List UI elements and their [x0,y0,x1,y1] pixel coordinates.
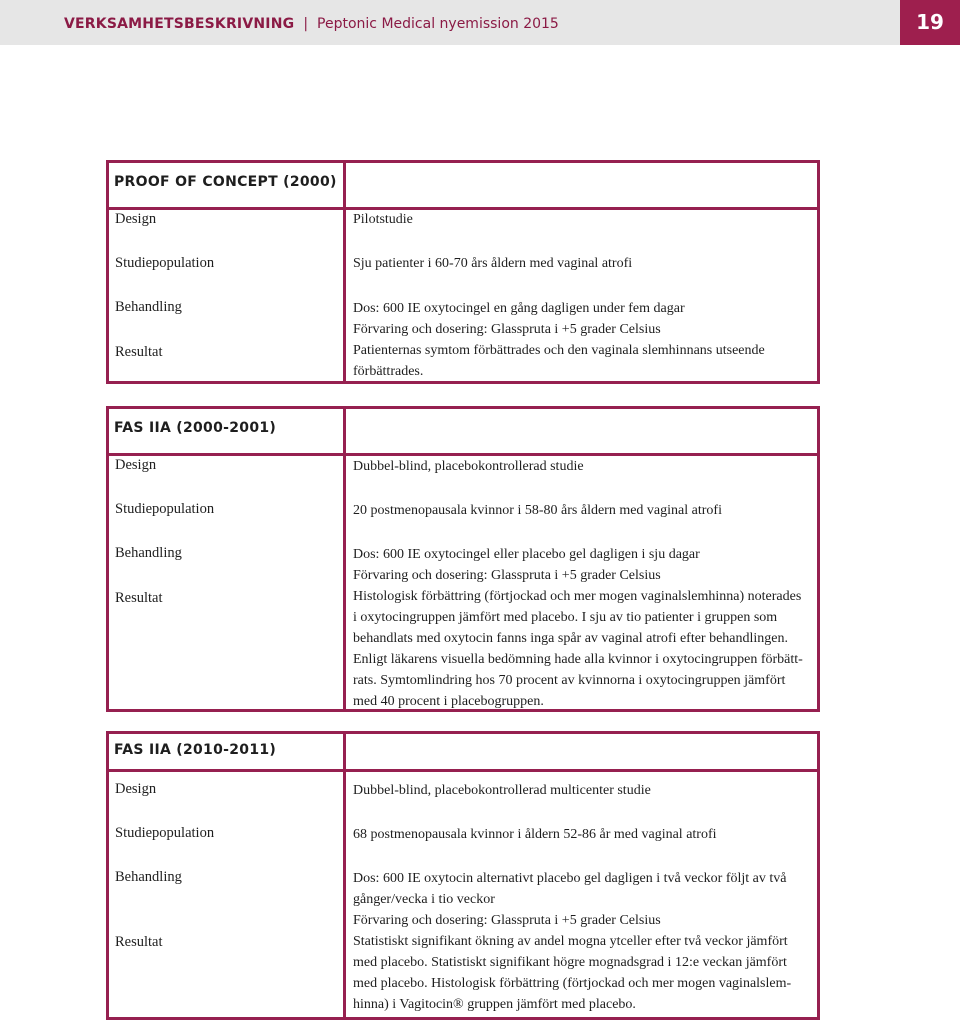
label-population: Studiepopulation [115,501,215,517]
label-design: Design [115,781,157,797]
document-title: Peptonic Medical nyemission 2015 [317,16,559,32]
column-divider [343,163,346,381]
treatment-line: Förvaring och dosering: Glasspruta i +5 grader Celsius [353,913,661,928]
study-block-fas-iia-2010 [106,731,820,1020]
study-block-proof-of-concept [106,160,820,384]
label-treatment: Behandling [115,299,182,315]
study-title: PROOF OF CONCEPT (2000) [114,174,337,190]
result-line: i oxytocingruppen jämfört med placebo. I sju av tio patienter i gruppen som [353,610,778,625]
label-treatment: Behandling [115,869,182,885]
value-treatment [353,298,765,382]
row-divider [109,769,817,772]
result-line: Patienternas symtom förbättrades och den vaginala slemhinnans utseende [353,343,765,358]
column-divider [343,734,346,1017]
label-treatment: Behandling [115,545,182,561]
result-line: behandlats med oxytocin fanns inga spår av vaginal atrofi efter behandlingen. [353,631,789,646]
treatment-line: Förvaring och dosering: Glasspruta i +5 grader Celsius [353,568,661,583]
row-divider [109,207,817,210]
result-line: med placebo. Statistiskt signifikant högre mognadsgrad i 12:e veckan jämfört [353,955,787,970]
label-result: Resultat [115,934,163,950]
treatment-line: Dos: 600 IE oxytocin alternativt placebo gel dagligen i två veckor följt av två [353,871,787,886]
label-population: Studiepopulation [115,255,215,271]
treatment-line: Dos: 600 IE oxytocingel en gång dagligen under fem dagar [353,301,685,316]
study-title: FAS IIA (2010-2011) [114,742,277,758]
label-design: Design [115,457,157,473]
value-population: Sju patienter i 60-70 års åldern med vaginal atrofi [353,256,633,271]
result-line: med 40 procent i placebogruppen. [353,694,544,709]
treatment-line: Förvaring och dosering: Glasspruta i +5 grader Celsius [353,322,661,337]
label-design: Design [115,211,157,227]
study-title: FAS IIA (2000-2001) [114,420,277,436]
label-result: Resultat [115,344,163,360]
value-design: Pilotstudie [353,212,413,227]
treatment-line: Dos: 600 IE oxytocingel eller placebo gel dagligen i sju dagar [353,547,700,562]
page-header [0,0,960,45]
value-population: 68 postmenopausala kvinnor i åldern 52-86 år med vaginal atrofi [353,827,717,842]
treatment-line: gånger/vecka i tio veckor [353,892,495,907]
result-line: Enligt läkarens visuella bedömning hade alla kvinnor i oxytocingruppen förbätt- [353,652,803,667]
page-number-badge: 19 [900,0,960,45]
label-population: Studiepopulation [115,825,215,841]
value-treatment [353,868,791,1015]
value-population: 20 postmenopausala kvinnor i 58-80 års åldern med vaginal atrofi [353,503,722,518]
result-line: rats. Symtomlindring hos 70 procent av kvinnorna i oxytocingruppen jämfört [353,673,786,688]
result-line: med placebo. Histologisk förbättring (förtjockad och mer mogen vaginalslem- [353,976,792,991]
section-label: VERKSAMHETSBESKRIVNING [64,16,295,32]
header-separator: | [303,16,309,32]
result-line: Statistiskt signifikant ökning av andel mogna ytceller efter två veckor jämfört [353,934,788,949]
header-breadcrumb [64,0,559,45]
value-design: Dubbel-blind, placebokontrollerad multicenter studie [353,783,651,798]
result-line: förbättrades. [353,364,424,379]
label-result: Resultat [115,590,163,606]
result-line: Histologisk förbättring (förtjockad och mer mogen vaginalslemhinna) noterades [353,589,802,604]
study-block-fas-iia-2000 [106,406,820,712]
value-treatment [353,544,803,712]
value-design: Dubbel-blind, placebokontrollerad studie [353,459,584,474]
result-line: hinna) i Vagitocin® gruppen jämfört med placebo. [353,997,636,1012]
